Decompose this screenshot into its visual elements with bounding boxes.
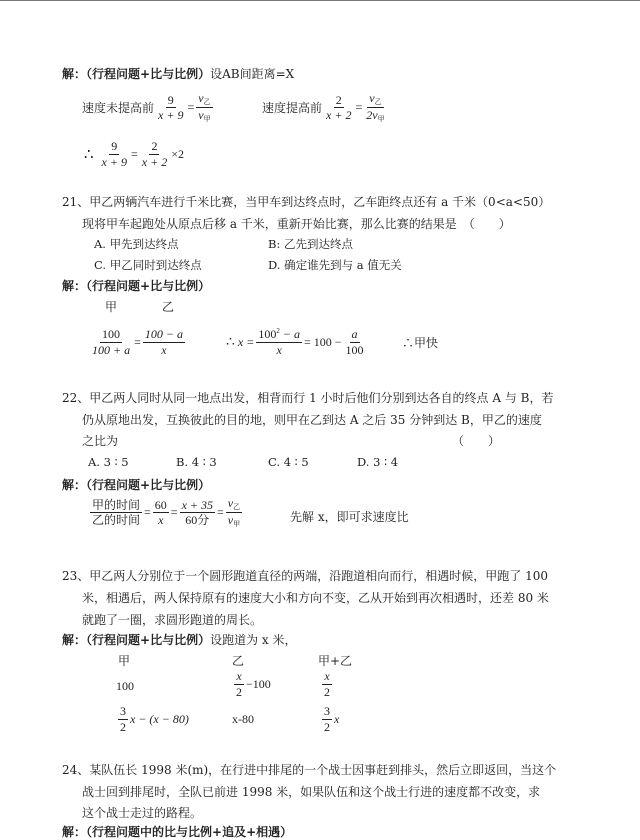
q22-option-b: B. 4 ∶ 3 [176, 455, 217, 469]
equals-sign: = [355, 100, 363, 115]
q22-note: 先解 x，即可求速度比 [290, 510, 409, 524]
after-label: 速度提高前 [262, 101, 323, 116]
fraction-100-over-100a: $\frac{100}{100 + a}$ [92, 327, 131, 357]
equals-sign: = [144, 505, 151, 520]
col-yi-label: 乙 [162, 300, 175, 314]
fraction-3-over-2: $\frac{3}{2}$ [324, 704, 330, 734]
equation-q21-solve [226, 328, 368, 356]
equation-q22 [88, 497, 244, 529]
fraction-9-over-x9: $\frac{9}{x + 9}$ [101, 139, 127, 169]
fraction-60-over-x: $\frac{60}{x}$ [154, 497, 167, 528]
x-variable: x [334, 711, 340, 726]
solution-label: 解： [62, 279, 87, 293]
solution-label: 解： [62, 478, 87, 492]
equals-sign: = [187, 100, 195, 115]
q24-line-1: 24、某队伍长 1998 米(m)，在行进中排尾的一个战士因事赶到排头，然后立即返回，当这个 [62, 763, 557, 777]
solution-tag: （行程问题+比与比例） [86, 633, 211, 647]
q22-option-c: C. 4 ∶ 5 [268, 455, 309, 469]
fraction-vyi-over-vjia: $\frac{v_乙}{v_甲}$ [227, 496, 241, 529]
col-jia-label: 甲 [105, 300, 118, 314]
col-yi-label: 乙 [232, 654, 245, 668]
row2-sum-value [320, 705, 339, 733]
q23-line-3: 就跑了一圈，求圆形跑道的周长。 [82, 613, 263, 627]
solution-tag: （行程问题中的比与比例+追及+相遇） [86, 825, 293, 839]
solution-tag: （行程问题+比与比例） [86, 279, 211, 293]
equals-sign: = [130, 146, 138, 161]
row2-yi-value: x-80 [232, 712, 254, 726]
result-jia-faster: ∴甲快 [402, 336, 439, 350]
page-top-border [0, 0, 640, 1]
col-jia-label: 甲 [118, 654, 131, 668]
q21-line-2: 现将甲车起跑处从原点后移 a 千米，重新开始比赛，那么比赛的结果是 （ ） [82, 217, 511, 231]
fraction-3-over-2: $\frac{3}{2}$ [120, 704, 126, 734]
row1-sum-value [320, 670, 334, 698]
equals-sign: = [217, 505, 224, 520]
fraction-2-over-x2: $\frac{2}{x + 2}$ [326, 92, 352, 123]
equals-sign: = [134, 334, 141, 349]
q24-line-3: 这个战士走过的路程。 [82, 806, 203, 820]
q23-line-1: 23、甲乙两人分别位于一个圆形跑道直径的两端，沿跑道相向而行，相遇时候，甲跑了 100 [62, 569, 548, 583]
q21-line-1: 21、甲乙两辆汽车进行千米比赛，当甲车到达终点时，乙车距终点还有 a 千米（0<a<50） [62, 195, 551, 209]
solution-label: 解： [62, 67, 87, 81]
solution-text: 设AB间距离=X [210, 67, 295, 81]
q21-option-b: B: 乙先到达终点 [268, 237, 353, 251]
q24-line-2: 战士回到排尾时，全队已前进 1998 米，如果队伍和这个战士行进的速度都不改变，求 [82, 785, 541, 799]
solution-tag: （行程问题+比与比例） [86, 478, 211, 492]
fraction-vyi-over-vjia: $\frac{v_乙}{v_甲}$ [198, 91, 211, 124]
fraction-9-over-x9: $\frac{9}{x + 9}$ [158, 92, 184, 123]
q22-line-2: 仍从原地出发，互换彼此的目的地，则甲在乙到达 A 之后 35 分钟到达 B，甲乙的速度 [82, 413, 542, 427]
therefore-symbol: ∴ [226, 334, 235, 350]
fraction-x-over-2: $\frac{x}{2}$ [236, 669, 242, 699]
fraction-2-over-x2: $\frac{2}{x + 2}$ [141, 139, 168, 169]
q22-answer-paren: （ ） [452, 434, 501, 448]
row2-jia-expression: x − (x − 80) [130, 711, 189, 726]
solution-label: 解： [62, 825, 87, 839]
q22-option-d: D. 3 ∶ 4 [357, 455, 399, 469]
equation-therefore-q20 [84, 140, 184, 168]
equals-100-minus: = 100 − [303, 334, 342, 349]
q21-option-c: C. 甲乙同时到达终点 [94, 258, 202, 272]
fraction-x-over-2: $\frac{x}{2}$ [324, 669, 330, 699]
q23-line-2: 米，相遇后，两人保持原有的速度大小和方向不变，乙从开始到再次相遇时，还差 80 米 [82, 591, 549, 605]
q21-option-a: A. 甲先到达终点 [94, 237, 179, 251]
q22-option-a: A. 3 ∶ 5 [88, 455, 129, 469]
equation-after [262, 92, 389, 124]
fraction-100sq-a-over-x: $\frac{100^2 - a}{x}$ [258, 327, 300, 357]
therefore-symbol: ∴ [84, 146, 94, 163]
q22-line-3: 之比为 [82, 434, 119, 448]
row1-jia-value: 100 [116, 679, 134, 693]
solution-q21-heading [62, 277, 210, 294]
solution-q24-heading [62, 823, 292, 840]
row2-jia-value [116, 705, 189, 733]
col-sum-label: 甲+乙 [318, 654, 353, 668]
solution-label: 解： [62, 633, 87, 647]
x-equals: x = [237, 334, 255, 349]
solution-q20-heading [62, 65, 294, 82]
fraction-a-over-100: $\frac{a}{100}$ [345, 327, 364, 357]
solution-q22-heading [62, 476, 210, 493]
fraction-time-ratio: $\frac{\text{甲的时间}}{\text{乙的时间}}$ [92, 497, 141, 528]
minus-100: −100 [246, 676, 271, 691]
fraction-x35-over-60min: $\frac{x + 35}{\text{60分}}$ [181, 497, 214, 528]
equation-q21-ratio [88, 328, 187, 356]
solution-tag: （行程问题+比与比例） [86, 67, 211, 81]
solution-text: 设跑道为 x 米， [210, 633, 297, 647]
solution-q23-heading [62, 631, 296, 648]
equals-sign: = [170, 505, 178, 520]
fraction-vyi-over-2vjia: $\frac{v_乙}{2v_甲}$ [366, 91, 385, 124]
before-label: 速度未提高前 [82, 101, 155, 116]
equation-before [82, 92, 215, 124]
times-two: ×2 [171, 146, 184, 161]
q22-line-1: 22、甲乙两人同时从同一地点出发，相背而行 1 小时后他们分别到达各自的终点 A 与 B，若 [62, 391, 554, 405]
q21-option-d: D. 确定谁先到与 a 值无关 [268, 258, 402, 272]
fraction-100a-over-x: $\frac{100 - a}{x}$ [144, 327, 183, 357]
row1-yi-value [232, 670, 271, 698]
